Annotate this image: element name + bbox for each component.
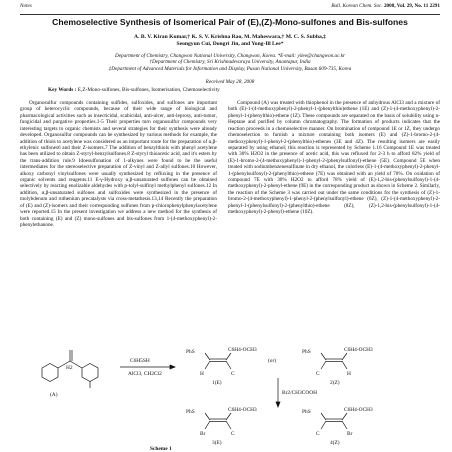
keywords-text: E,Z-Mono-sulfones, Bis-sulfones, Isomerisation, Chemoselectivity [76, 87, 220, 93]
h-2z: H [347, 371, 351, 377]
label-a: (A) [50, 392, 58, 398]
phs-1e: PhS [186, 349, 195, 355]
label-2z: 2(Z) [330, 380, 340, 386]
author-line-2: Seongyun Cui, Dongri Jin, and Yong-Ill Lee* [176, 41, 284, 47]
br-4z: Br [347, 431, 353, 437]
author-line-1: A. B. V. Kiran Kumar,† K. S. V. Krishna Rao, M. Maheswara,† M. C. S. Subha,‡ [134, 34, 326, 40]
c-3e: C [231, 431, 235, 437]
ch2-label [66, 365, 73, 371]
left-paragraph: Organosulfur compounds containing sulfides, sulfoxides, and sulfones are important group of heterocyclic compounds, because of their wide range of biological and pharmacological activities such as insecticidal, scabicidal, anti-ulcer, anti-leprosy, anti-tumor, fungicidal and purgative properties.1-5 Their properties turn organosulfur compounds very interesting targets to organic chemists and several strategies for their synthesis were already developed. Organosulfur compounds can be synthesized by various methods for example, the addition of thiols to acetylene was considered as an important route for the preparation of α,β-ethylenic sulfones6 and their Z-isomers.7 The addition of benzylthiols with phenyl acetylene has been utilized to obtain Z-styryl-benzylsulfones.8 Z-styryl thioacetic acid, and it's esters by the trans-addition rule.9 Idoesulfonation of 1-alkynes were found to be the useful intermediates for the stereoselective preparation of Z-vinyl and Z-allyl sulfones.10 However, alkoxy carbonyl vinylsulfones were usually synthesized by refluxing in the presence of organic solvents and reagents.11 E-γ-Hydroxy α,β-unsaturated sulfones can be obtained selectively by reacting enolizable aldehydes with p-tolyl-sulfinyl methylphenyl sulfones.12 In addition, α,β-unsaturated sulfones and sulfoxides were synthesized in the presence of molybdenum and ruthenium precatalysts via cross-metathesis.13,14 Recently the preparation of (E) and (Z)-isomers and their corresponding sulfones from p-chlorophenylphenylacetylene were reported.15 In the present investigation we address a new method for the synthesis of both containing (E) and (Z) mono-sulfones and bis-sulfones from 1-(4-methoxyphenyl)-2-phenylethanone. [20, 100, 217, 229]
h-1e: H [200, 371, 204, 377]
pmp-1e: C6H4-OCH3 [228, 347, 257, 353]
phs-3e: PhS [186, 409, 195, 415]
pmp-3e: C6H4-OCH3 [228, 407, 257, 413]
label-3e: 3(E) [212, 440, 222, 446]
section-label: Notes [20, 3, 32, 9]
reagent-bromine: Br2/CH3COOH [282, 390, 318, 396]
phs-4z: PhS [302, 409, 311, 415]
affiliation-1: Department of Chemistry, Changwon National University, Changwon, Korea. *E-mail: yilee@changwon.ac.kr [114, 53, 346, 59]
phs-2z: PhS [302, 349, 311, 355]
received-date: Received May 28, 2008 [205, 79, 255, 85]
reaction-scheme [20, 344, 440, 452]
pmp-2z: C6H4-OCH3 [344, 347, 373, 353]
label-4z: 4(Z) [330, 440, 340, 446]
benzene-ring-a [42, 364, 58, 382]
paper-title: Chemoselective Synthesis of Isomerical Pair of (E),(Z)-Mono-sulfones and Bis-sulfones [52, 17, 408, 27]
br-3e: Br [200, 431, 206, 437]
c-2z: C [316, 371, 320, 377]
left-column [20, 100, 217, 228]
header-rule [20, 14, 440, 15]
journal-citation [331, 3, 440, 9]
keywords [48, 87, 440, 93]
running-header [20, 3, 440, 12]
journal-name: Bull. Korean Chem. Soc. [331, 3, 383, 9]
or-text: (or) [268, 358, 277, 364]
author-list [20, 34, 440, 48]
right-column [228, 100, 440, 216]
scheme-caption: Scheme 1 [150, 446, 172, 452]
affiliations [20, 53, 440, 72]
label-1e: 1(E) [212, 380, 222, 386]
right-paragraph: Compound (A) was treated with thiophenol in the presence of anhydrous AlCl3 and a mixture of both (E)-1-(4-methoxyphenyl)-2-phenyl-1-(phenylthio)ethene (1E) and (Z)-1-(4-methoxyphenyl)-2-phenyl-1-(phenylthio)-ethene (1Z). These compounds are separated on the basis of solubility using n-Heptane and purified by column chromatography. The formation of products indicates that the reaction proceeds in a chemoselective manner. On bromination of compound 1E or 1Z, they undergo chemoselection to furnish a mixture containing both isomers (E) and (Z)-1-bromo-2-(4-methoxyphenyl)-1-phenyl-2-(phenylthio)-ethenes (3E and 4Z). The resulting isomers are easily separated by using ethanol; this reaction is represented by Scheme 1.16 Compound 1E was treated with 30% H2O2 in the presence of acetic acid, this was refluxed for 2-3 h to afford 82% yield of (E)-1-bromo-2-(4-methoxyphenyl)-1-phenyl-2-(phenylsulfonyl)-ethene (5E). Compound 5E when treated with sodiumbenzenesulfinate in dry ethanol, the colorless (E)-1-(4-methoxyphenyl)-2-phenyl-1-(phenylsulfonyl)-2-(phenylthio)-ethene (7E) was obtained with an yield of 70%. On oxidation of compound 7E with 30% H2O2 to afford 78% yield of (E)-1,2-bis-(phenylsulfonyl)-1-(4-methoxyphenyl)-2-phenyl-ethene (9E) in the corresponding product as shown in Scheme 2. Similarly, the reaction of the Scheme 3 was carried out under the same conditions for the synthesis of (Z)-1-bromo-2-(4-methoxyphenyl)-1-phenyl-2-(phenylsulfonyl)-ethene (6Z), (Z)-1-(4-methoxyphenyl)-2-phenyl-1-(phenylsulfonyl)-2-(phenylthio)-ethene (8Z), (Z)-1,2-bis-(phenylsulfonyl)-1-(4-methoxyphenyl)-2-phenyl)-ethene (10Z). [228, 100, 440, 216]
reagent-bottom: AlCl3, CH2Cl2 [128, 371, 162, 377]
affiliation-3: ‡Department of Advanced Materials for Information and Display, Pusan National University, Busan 609-735, Korea [108, 65, 352, 72]
reagent-top: C6H5SH [130, 358, 150, 364]
citation-text: 2008, Vol. 29, No. 11 2291 [382, 3, 440, 9]
affiliation-2: †Department of Chemistry, Sri Krishnadevaraya University, Anantapur, India [149, 59, 311, 66]
pmp-4z: C6H4-OCH3 [344, 407, 373, 413]
ch2-h2-text: H2 [66, 365, 73, 371]
c-4z: C [316, 431, 320, 437]
keywords-label: Key Words : [48, 87, 77, 93]
c-1e: C [231, 371, 235, 377]
benzene-ring-b [82, 364, 98, 382]
